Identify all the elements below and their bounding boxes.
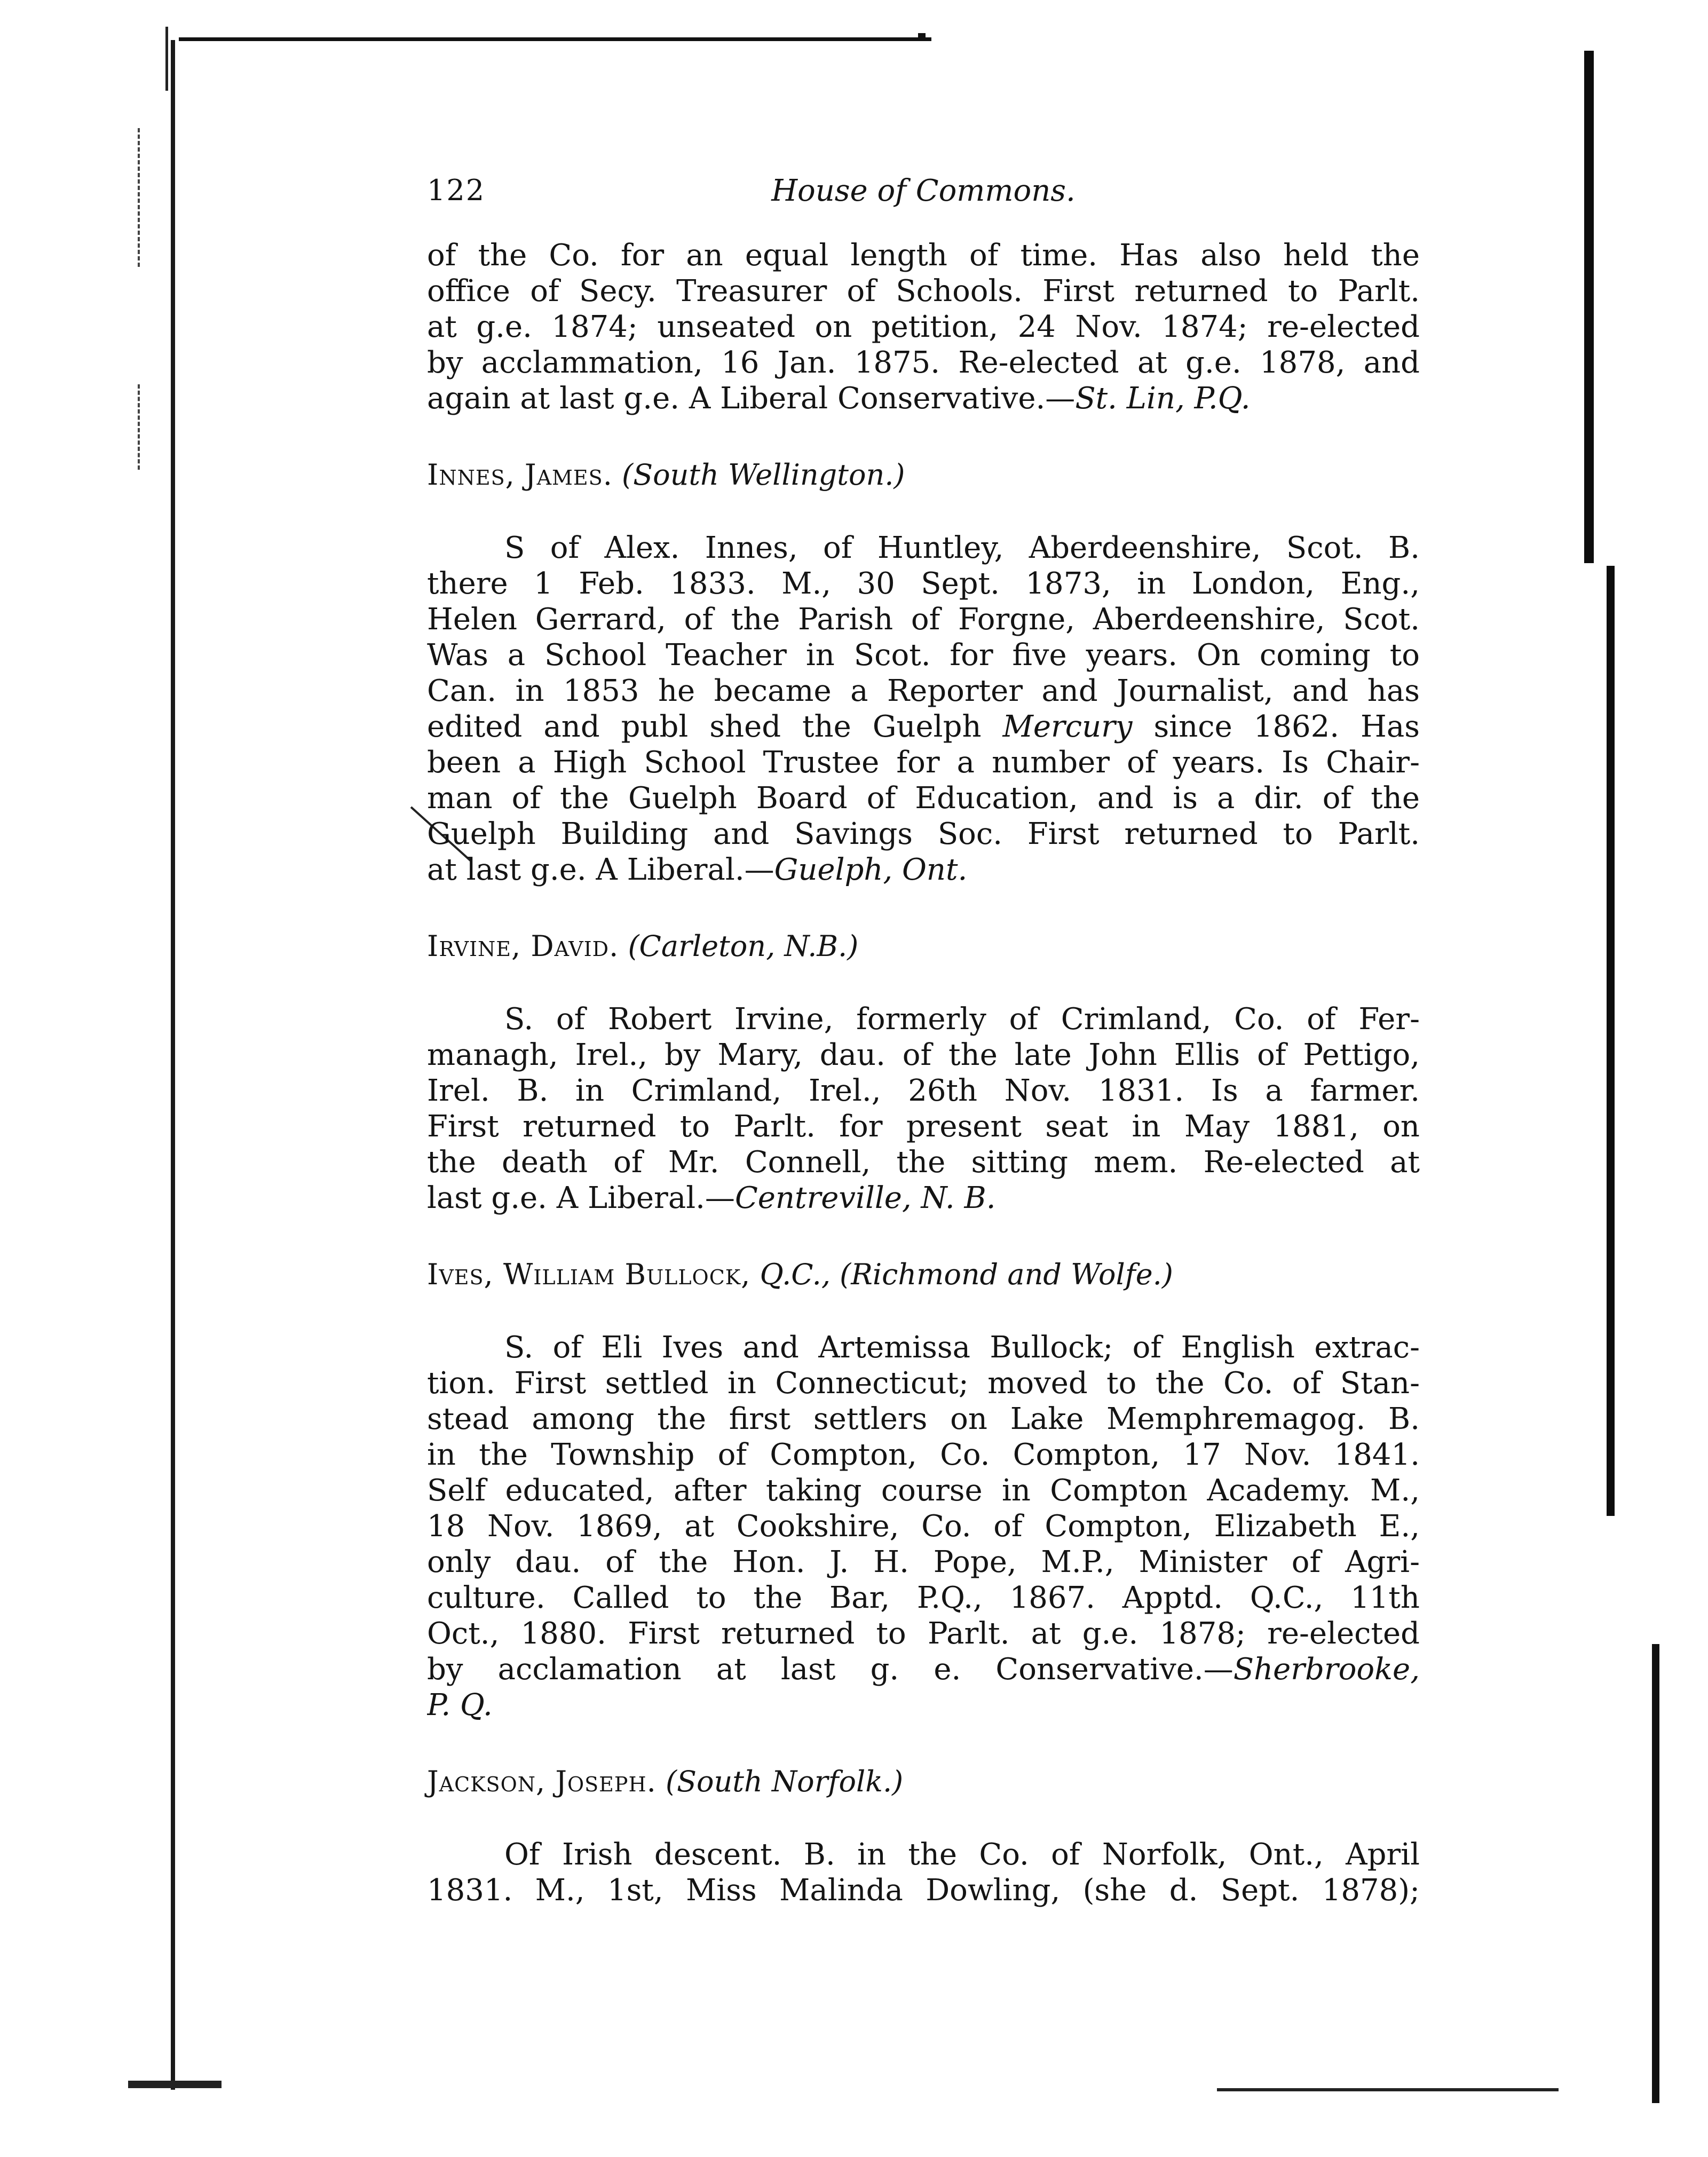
text-line: P. Q. (427, 1688, 493, 1723)
entry-heading (427, 1764, 1420, 1799)
residence: Guelph, Ont. (774, 852, 968, 887)
text-line: Helen Gerrard, of the Parish of Forgne, Aberdeenshire, Scot. (427, 602, 1420, 637)
page-body (427, 238, 1420, 1908)
text-line: Irel. B. in Crimland, Irel., 26th Nov. 1831. Is a farmer. (427, 1073, 1420, 1108)
text-line (427, 381, 1420, 416)
entry-heading (427, 928, 1420, 964)
constituency: (South Norfolk.) (665, 1765, 904, 1798)
line-text: by acclamation at last g. e. Conservative.— (427, 1652, 1233, 1687)
text-line: S. of Robert Irvine, formerly of Crimland, Co. of Fer- (504, 1002, 1420, 1037)
member-name: Irvine, David. (427, 929, 619, 963)
text-line: stead among the first settlers on Lake Memphremagog. B. (427, 1402, 1420, 1436)
text-line: Oct., 1880. First returned to Parlt. at g.e. 1878; re-elected (427, 1616, 1420, 1651)
text-line: tion. First settled in Connecticut; moved to the Co. of Stan- (427, 1366, 1420, 1401)
line-text: last g.e. A Liberal.— (427, 1181, 735, 1215)
text-line: Of Irish descent. B. in the Co. of Norfolk, Ont., April (504, 1837, 1420, 1872)
text-line (427, 1652, 1420, 1687)
scan-border-bottom-left (128, 2081, 222, 2088)
text-line: Was a School Teacher in Scot. for five years. On coming to (427, 638, 1420, 673)
line-text: again at last g.e. A Liberal Conservative.— (427, 381, 1076, 416)
text-line: S. of Eli Ives and Artemissa Bullock; of English extrac- (504, 1330, 1420, 1365)
entry-continuation (427, 238, 1420, 416)
entry-heading (427, 457, 1420, 493)
constituency: (South Wellington.) (622, 458, 905, 492)
text-line: S of Alex. Innes, of Huntley, Aberdeenshire, Scot. B. (504, 531, 1420, 565)
running-title: House of Commons. (771, 173, 1076, 208)
text-line: by acclammation, 16 Jan. 1875. Re-elected at g.e. 1878, and (427, 345, 1420, 380)
residence: St. Lin, P.Q. (1075, 381, 1251, 416)
scan-edge-right-upper (1584, 51, 1594, 563)
text-line (427, 852, 1420, 888)
scan-border-top (179, 37, 931, 41)
text-line: office of Secy. Treasurer of Schools. First returned to Parlt. (427, 274, 1420, 309)
text-line: First returned to Parlt. for present seat in May 1881, on (427, 1109, 1420, 1144)
line-text: at last g.e. A Liberal.— (427, 852, 774, 887)
text-line: only dau. of the Hon. J. H. Pope, M.P., Minister of Agri- (427, 1545, 1420, 1579)
text-line: the death of Mr. Connell, the sitting mem. Re-elected at (427, 1145, 1420, 1180)
honorific: Q.C., (760, 1258, 831, 1291)
text-line: man of the Guelph Board of Education, and is a dir. of the (427, 781, 1420, 816)
text-line: managh, Irel., by Mary, dau. of the late John Ellis of Pettigo, (427, 1038, 1420, 1072)
text-line: Self educated, after taking course in Compton Academy. M., (427, 1473, 1420, 1508)
text-line: culture. Called to the Bar, P.Q., 1867. Apptd. Q.C., 11th (427, 1581, 1420, 1615)
entry-innes (427, 457, 1420, 888)
scan-border-left-tick (165, 27, 168, 91)
text-line: 18 Nov. 1869, at Cookshire, Co. of Compton, Elizabeth E., (427, 1509, 1420, 1544)
text-line: there 1 Feb. 1833. M., 30 Sept. 1873, in London, Eng., (427, 566, 1420, 601)
scan-speck (918, 33, 926, 41)
text-line: Guelph Building and Savings Soc. First returned to Parlt. (427, 817, 1420, 851)
member-name: Innes, James. (427, 458, 613, 492)
constituency: (Richmond and Wolfe.) (840, 1258, 1173, 1291)
line-text: edited and publ shed the Guelph (427, 709, 1003, 744)
constituency: (Carleton, N.B.) (628, 929, 859, 963)
scan-border-left (171, 40, 175, 2090)
scan-margin-dashes (138, 128, 142, 267)
page-number: 122 (427, 173, 486, 207)
text-line: at g.e. 1874; unseated on petition, 24 Nov. 1874; re-elected (427, 310, 1420, 344)
entry-ives (427, 1257, 1420, 1723)
text-line (427, 1180, 1420, 1216)
text-line: 1831. M., 1st, Miss Malinda Dowling, (she d. Sept. 1878); (427, 1873, 1420, 1908)
newspaper-title: Mercury (1002, 709, 1133, 744)
entry-jackson (427, 1764, 1420, 1908)
text-line: Can. in 1853 he became a Reporter and Journalist, and has (427, 674, 1420, 708)
page-header (427, 173, 1420, 222)
member-name: Ives, William Bullock, (427, 1258, 751, 1291)
line-text: since 1862. Has (1132, 709, 1420, 744)
scan-edge-right-middle (1607, 566, 1615, 1516)
text-line: of the Co. for an equal length of time. Has also held the (427, 238, 1420, 273)
entry-heading (427, 1257, 1420, 1292)
residence: Centreville, N. B. (734, 1181, 996, 1215)
scan-margin-dashes (138, 384, 142, 470)
text-line: been a High School Trustee for a number of years. Is Chair- (427, 745, 1420, 780)
entry-irvine (427, 928, 1420, 1216)
text-line: in the Township of Compton, Co. Compton, 17 Nov. 1841. (427, 1437, 1420, 1472)
text-line (427, 709, 1420, 745)
residence: Sherbrooke, (1233, 1652, 1420, 1687)
scan-border-bottom-right (1217, 2088, 1559, 2091)
member-name: Jackson, Joseph. (427, 1765, 657, 1798)
scan-edge-right-lower (1652, 1644, 1659, 2103)
